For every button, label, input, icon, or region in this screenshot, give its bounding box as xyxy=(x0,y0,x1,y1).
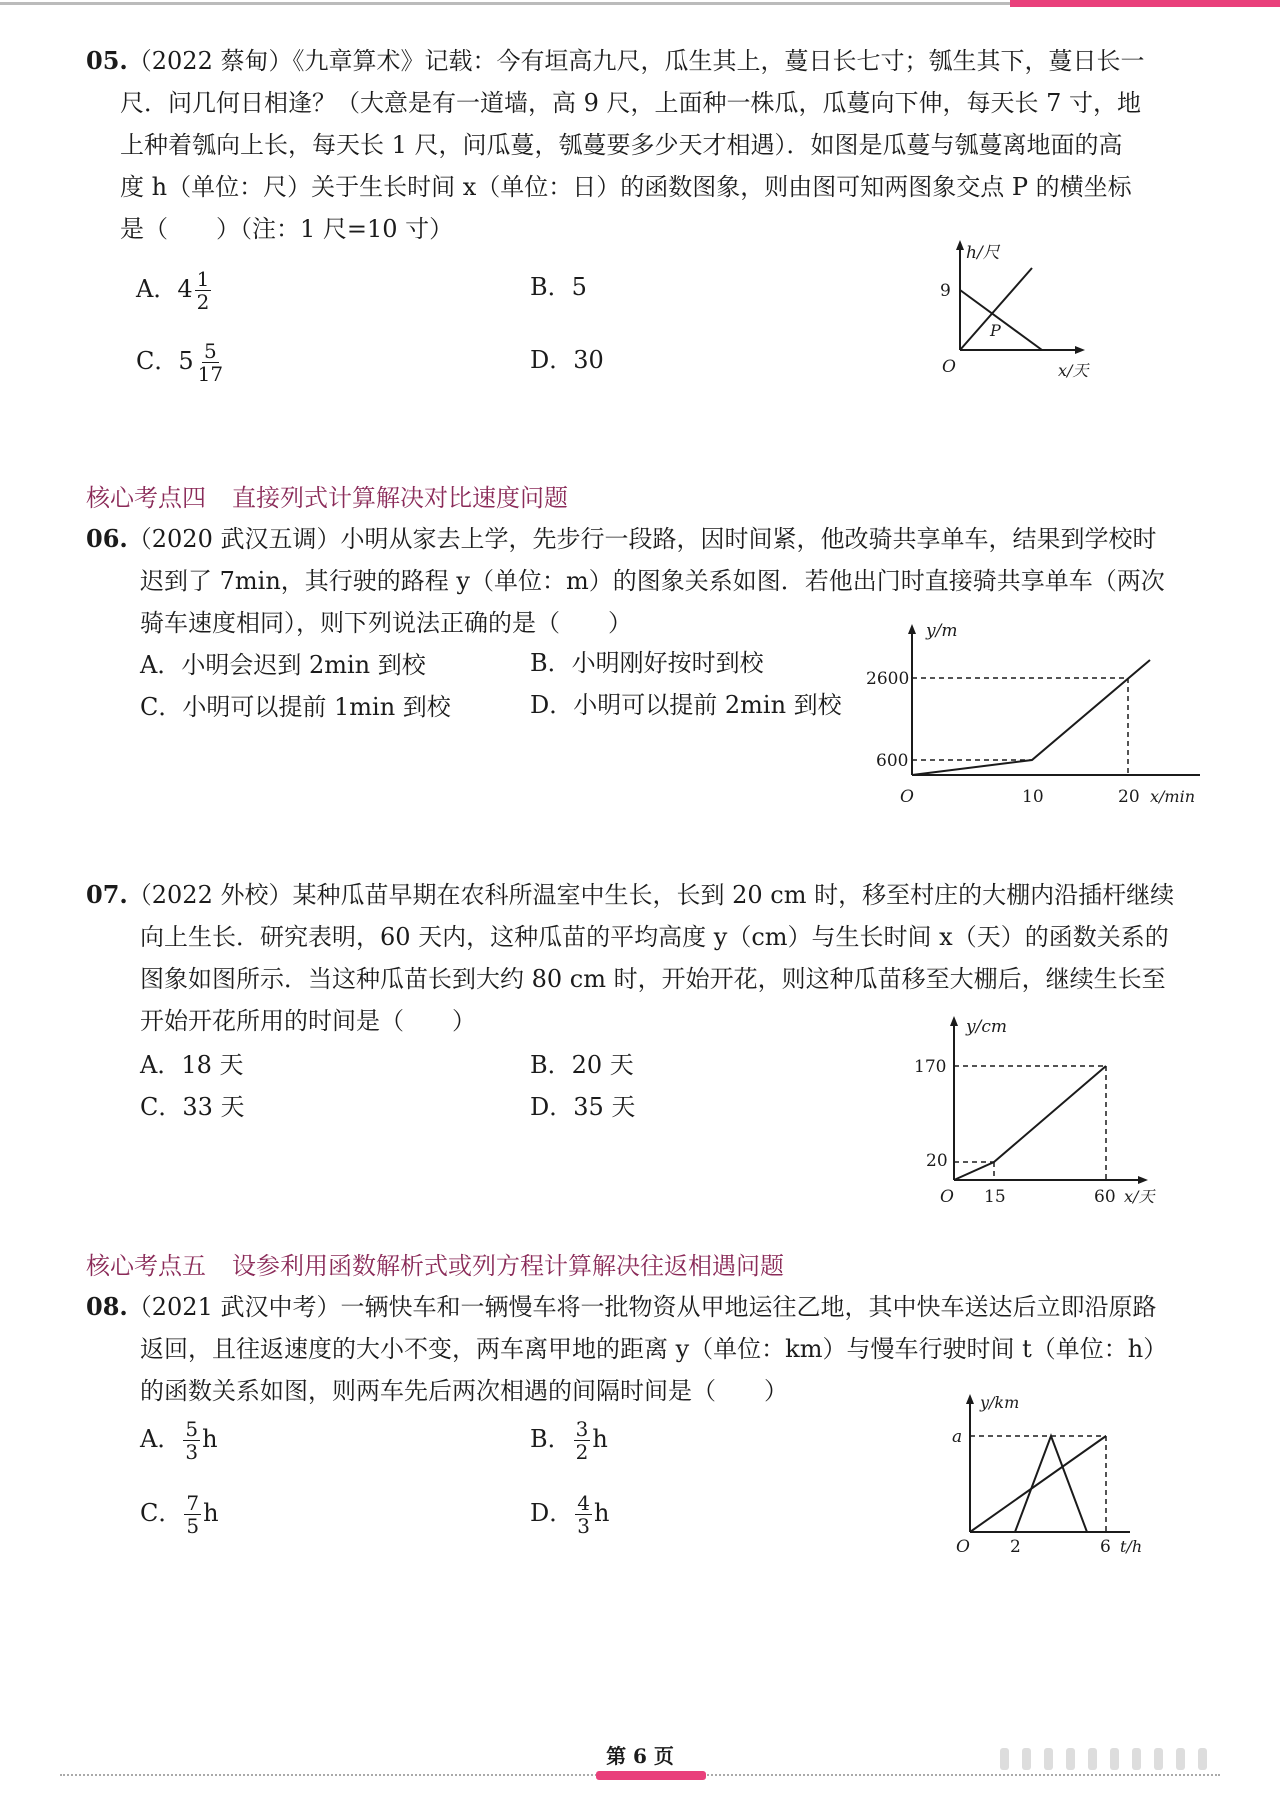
stem-line: 骑车速度相同），则下列说法正确的是（ ） xyxy=(140,609,632,637)
unit: h xyxy=(202,1425,218,1453)
unit: h xyxy=(203,1499,219,1527)
numerator: 5 xyxy=(185,1417,199,1441)
stem-line: （2022 蔡甸）《九章算术》记载：今有垣高九尺，瓜生其上，蔓日长七寸；瓠生其下，蔓日长一 xyxy=(127,47,1145,75)
x-axis-arrow-icon xyxy=(1138,1176,1148,1184)
unit: h xyxy=(593,1499,610,1527)
graph-q05 xyxy=(930,240,1100,390)
y-tick-600: 600 xyxy=(876,751,909,771)
stem-line: （2022 外校）某种瓜苗早期在农科所温室中生长，长到 20 cm 时，移至村庄的大棚内沿插杆继续 xyxy=(127,881,1175,909)
x-tick-6: 6 xyxy=(1100,1537,1111,1557)
x-axis-label: x/天 xyxy=(1058,361,1089,380)
y-tick-2600: 2600 xyxy=(866,669,910,689)
option-label: B． xyxy=(530,1425,572,1453)
graph-q06 xyxy=(860,620,1220,820)
x-axis-arrow-icon xyxy=(1075,346,1085,354)
denominator: 3 xyxy=(185,1440,199,1464)
fraction xyxy=(195,268,212,313)
y-axis-arrow-icon xyxy=(950,1016,958,1026)
section-title: 直接列式计算解决对比速度问题 xyxy=(232,484,568,512)
option-c[interactable] xyxy=(140,1492,219,1537)
fraction xyxy=(574,1418,591,1463)
x-tick-60: 60 xyxy=(1094,1187,1116,1207)
slow-car-line xyxy=(970,1436,1106,1532)
x-tick-2: 2 xyxy=(1010,1537,1021,1557)
x-axis-label: x/天 xyxy=(1124,1187,1155,1206)
option-label: D． xyxy=(530,1499,574,1527)
option-label: C． xyxy=(136,347,179,375)
x-axis-label: t/h xyxy=(1120,1537,1143,1556)
stem-line: 尺．问几何日相逢？（大意是有一道墙，高 9 尺，上面种一株瓜，瓜蔓向下伸，每天长 7 寸，地 xyxy=(120,89,1142,117)
origin-label: O xyxy=(942,357,956,377)
y-axis-label: h/尺 xyxy=(966,243,1000,263)
option-a[interactable]: A．18 天 xyxy=(140,1051,244,1079)
y-tick-20: 20 xyxy=(926,1151,948,1171)
x-tick-15: 15 xyxy=(984,1187,1006,1207)
footer-accent-bar xyxy=(596,1771,706,1780)
y-axis-label: y/cm xyxy=(966,1017,1007,1037)
denominator: 2 xyxy=(196,290,210,314)
option-a[interactable]: A．小明会迟到 2min 到校 xyxy=(140,651,426,679)
fast-car-line xyxy=(1015,1436,1087,1532)
question-number: 08. xyxy=(86,1292,128,1321)
numerator: 1 xyxy=(196,267,210,291)
fraction xyxy=(184,1492,201,1537)
section-tag: 核心考点四 xyxy=(86,484,206,512)
y-axis-label: y/km xyxy=(980,1393,1020,1412)
origin-label: O xyxy=(940,1187,954,1207)
option-b[interactable]: B．20 天 xyxy=(530,1051,634,1079)
section-heading-4 xyxy=(86,478,594,513)
y-axis-arrow-icon xyxy=(966,1394,974,1404)
stem-line: 度 h（单位：尺）关于生长时间 x（单位：日）的函数图象，则由图可知两图象交点 P 的横坐标 xyxy=(120,173,1132,201)
option-d[interactable]: D．小明可以提前 2min 到校 xyxy=(530,691,842,719)
question-number: 05. xyxy=(86,46,128,75)
stem-line: 迟到了 7min，其行驶的路程 y（单位：m）的图象关系如图．若他出门时直接骑共享单车（两次 xyxy=(140,567,1165,595)
section-tag: 核心考点五 xyxy=(86,1252,206,1280)
graph-q08 xyxy=(930,1390,1160,1570)
y-tick-a: a xyxy=(952,1427,963,1447)
stem-line: （2021 武汉中考）一辆快车和一辆慢车将一批物资从甲地运往乙地，其中快车送达后立即沿原路 xyxy=(127,1293,1157,1321)
option-c[interactable]: C．小明可以提前 1min 到校 xyxy=(140,693,451,721)
section-heading-5 xyxy=(86,1246,810,1281)
fraction xyxy=(183,1418,200,1463)
point-p-label: P xyxy=(990,321,1001,340)
option-d[interactable]: D．35 天 xyxy=(530,1093,636,1121)
x-tick-20: 20 xyxy=(1118,787,1140,807)
origin-label: O xyxy=(900,787,914,807)
y-tick-label: 9 xyxy=(940,281,951,301)
stem-line: 开始开花所用的时间是（ ） xyxy=(140,1007,476,1035)
origin-label: O xyxy=(956,1537,970,1557)
stem-line: 图象如图所示．当这种瓜苗长到大约 80 cm 时，开始开花，则这种瓜苗移至大棚后，继续生长至 xyxy=(140,965,1166,993)
mixed-whole: 5 xyxy=(178,347,194,375)
numerator: 5 xyxy=(204,339,217,363)
option-label: C． xyxy=(140,1499,183,1527)
graph-q07 xyxy=(910,1010,1170,1210)
question-05-stem xyxy=(86,40,1216,250)
option-d[interactable] xyxy=(530,1492,609,1537)
option-b[interactable]: B．5 xyxy=(530,273,587,301)
stem-line: 是（ ）（注：1 尺=10 寸） xyxy=(120,215,454,243)
option-b[interactable] xyxy=(530,1418,608,1463)
option-b[interactable]: B．小明刚好按时到校 xyxy=(530,649,764,677)
section-title: 设参利用函数解析式或列方程计算解决往返相遇问题 xyxy=(232,1252,784,1280)
footer-decoration xyxy=(1000,1748,1240,1774)
x-axis-label: x/min xyxy=(1150,787,1196,806)
stem-line: 向上生长．研究表明，60 天内，这种瓜苗的平均高度 y（cm）与生长时间 x（天）的函数关系的 xyxy=(140,923,1169,951)
stem-line: （2020 武汉五调）小明从家去上学，先步行一段路，因时间紧，他改骑共享单车，结果到学校时 xyxy=(127,525,1157,553)
option-c[interactable]: C．33 天 xyxy=(140,1093,245,1121)
falling-line xyxy=(960,290,1042,350)
question-05 xyxy=(86,40,1216,250)
option-c[interactable] xyxy=(136,340,227,385)
y-axis-arrow-icon xyxy=(956,240,964,250)
option-label: A． xyxy=(140,1425,182,1453)
stem-line: 的函数关系如图，则两车先后两次相遇的间隔时间是（ ） xyxy=(140,1377,788,1405)
top-accent-bar xyxy=(1010,0,1280,7)
numerator: 7 xyxy=(186,1491,200,1515)
mixed-whole: 4 xyxy=(177,275,193,303)
question-number: 07. xyxy=(86,880,128,909)
numerator: 4 xyxy=(577,1491,590,1515)
option-d[interactable]: D．30 xyxy=(530,346,604,374)
stem-line: 上种着瓠向上长，每天长 1 尺，问瓜蔓，瓠蔓要多少天才相遇）．如图是瓜蔓与瓠蔓离地面的高 xyxy=(120,131,1123,159)
x-tick-10: 10 xyxy=(1022,787,1044,807)
growth-line xyxy=(954,1066,1106,1180)
option-label: A． xyxy=(136,275,178,303)
y-axis-label: y/m xyxy=(926,621,958,641)
y-tick-170: 170 xyxy=(914,1057,947,1077)
denominator: 2 xyxy=(575,1440,589,1464)
y-axis-arrow-icon xyxy=(908,624,916,634)
denominator: 3 xyxy=(577,1514,590,1538)
denominator: 17 xyxy=(197,362,224,386)
unit: h xyxy=(592,1425,608,1453)
denominator: 5 xyxy=(186,1514,200,1538)
numerator: 3 xyxy=(575,1417,589,1441)
question-number: 06. xyxy=(86,524,128,553)
page-number: 第 6 页 xyxy=(606,1744,674,1768)
stem-line: 返回，且往返速度的大小不变，两车离甲地的距离 y（单位：km）与慢车行驶时间 t（单位：h） xyxy=(140,1335,1168,1363)
fraction xyxy=(575,1492,592,1537)
fraction xyxy=(196,340,225,385)
option-a[interactable] xyxy=(140,1418,218,1463)
option-a[interactable] xyxy=(136,268,213,313)
